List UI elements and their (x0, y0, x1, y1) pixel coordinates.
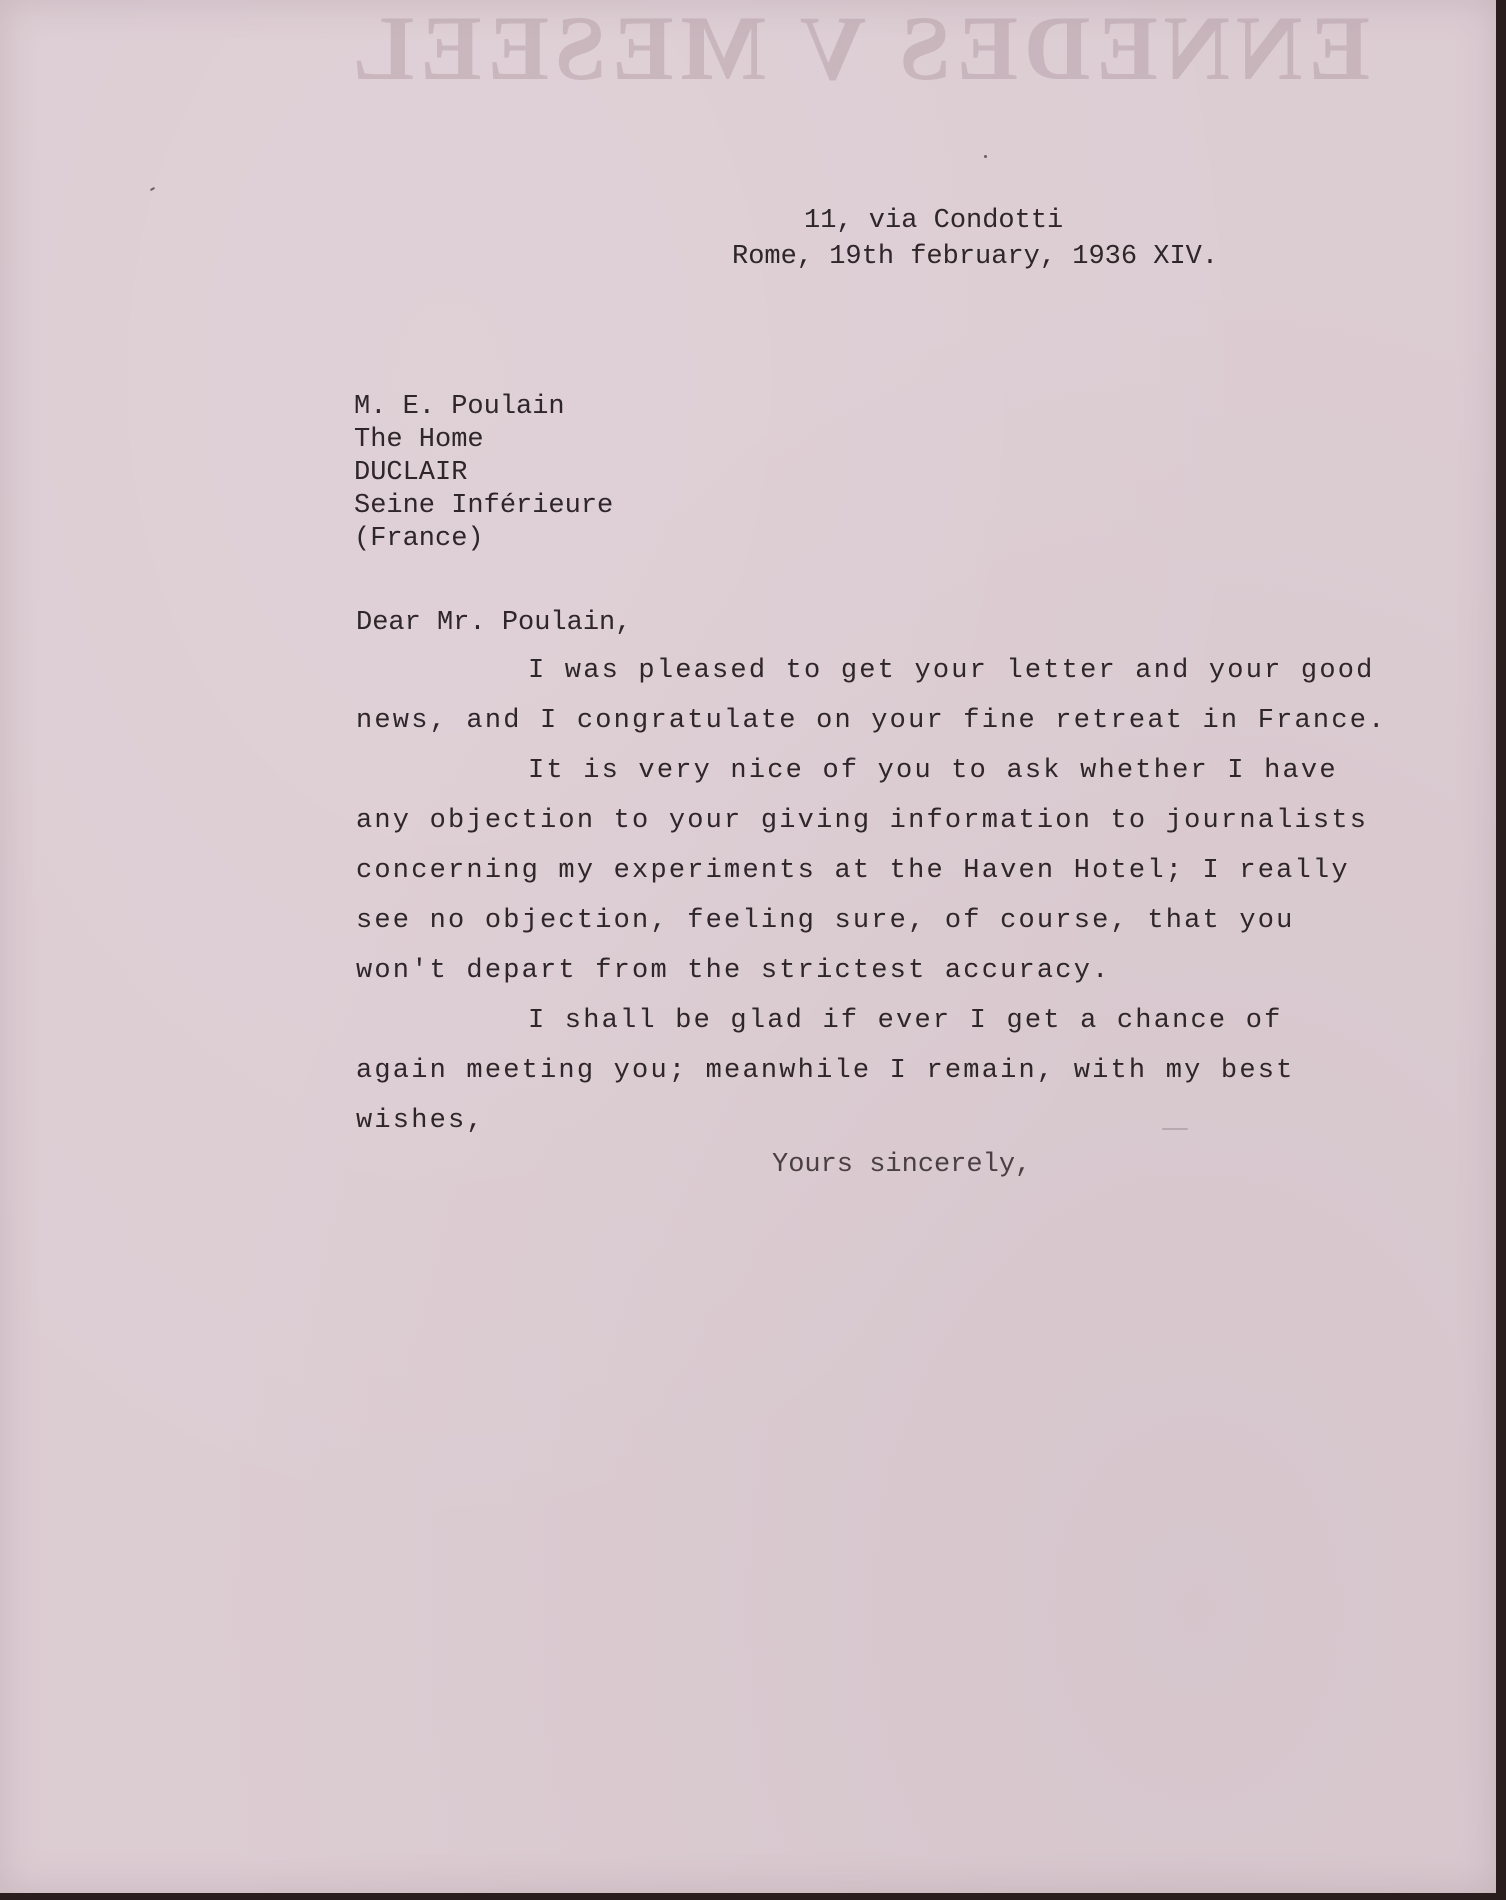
return-address-street: 11, via Condotti (804, 206, 1064, 236)
recipient-line-2: The Home (354, 425, 484, 455)
body-line: again meeting you; meanwhile I remain, with my best (356, 1056, 1295, 1086)
recipient-name: M. E. Poulain (354, 392, 565, 422)
body-line: It is very nice of you to ask whether I have (528, 756, 1338, 786)
closing: Yours sincerely, (772, 1150, 1032, 1180)
return-address-date: Rome, 19th february, 1936 XIV. (732, 242, 1219, 272)
recipient-region: Seine Inférieure (354, 491, 614, 521)
letterhead-show-through: ENNEDES V MESEEL (346, 8, 1370, 88)
salutation: Dear Mr. Poulain, (356, 608, 632, 638)
body-line: I shall be glad if ever I get a chance of (528, 1006, 1283, 1036)
body-line: concerning my experiments at the Haven Hotel; I really (356, 856, 1350, 886)
body-line: wishes, (356, 1106, 485, 1136)
scan-border-right (1496, 0, 1506, 1900)
paper-speck (984, 155, 987, 158)
body-line: won't depart from the strictest accuracy. (356, 956, 1111, 986)
body-line: news, and I congratulate on your fine retreat in France. (356, 706, 1387, 736)
body-line: any objection to your giving information to journalists (356, 806, 1369, 836)
recipient-city: DUCLAIR (354, 458, 468, 488)
body-line: see no objection, feeling sure, of course, that you (356, 906, 1295, 936)
scan-border-bottom (0, 1893, 1506, 1900)
recipient-country: (France) (354, 524, 484, 554)
paper-mark (1162, 1128, 1188, 1130)
body-line: I was pleased to get your letter and your good (528, 656, 1375, 686)
